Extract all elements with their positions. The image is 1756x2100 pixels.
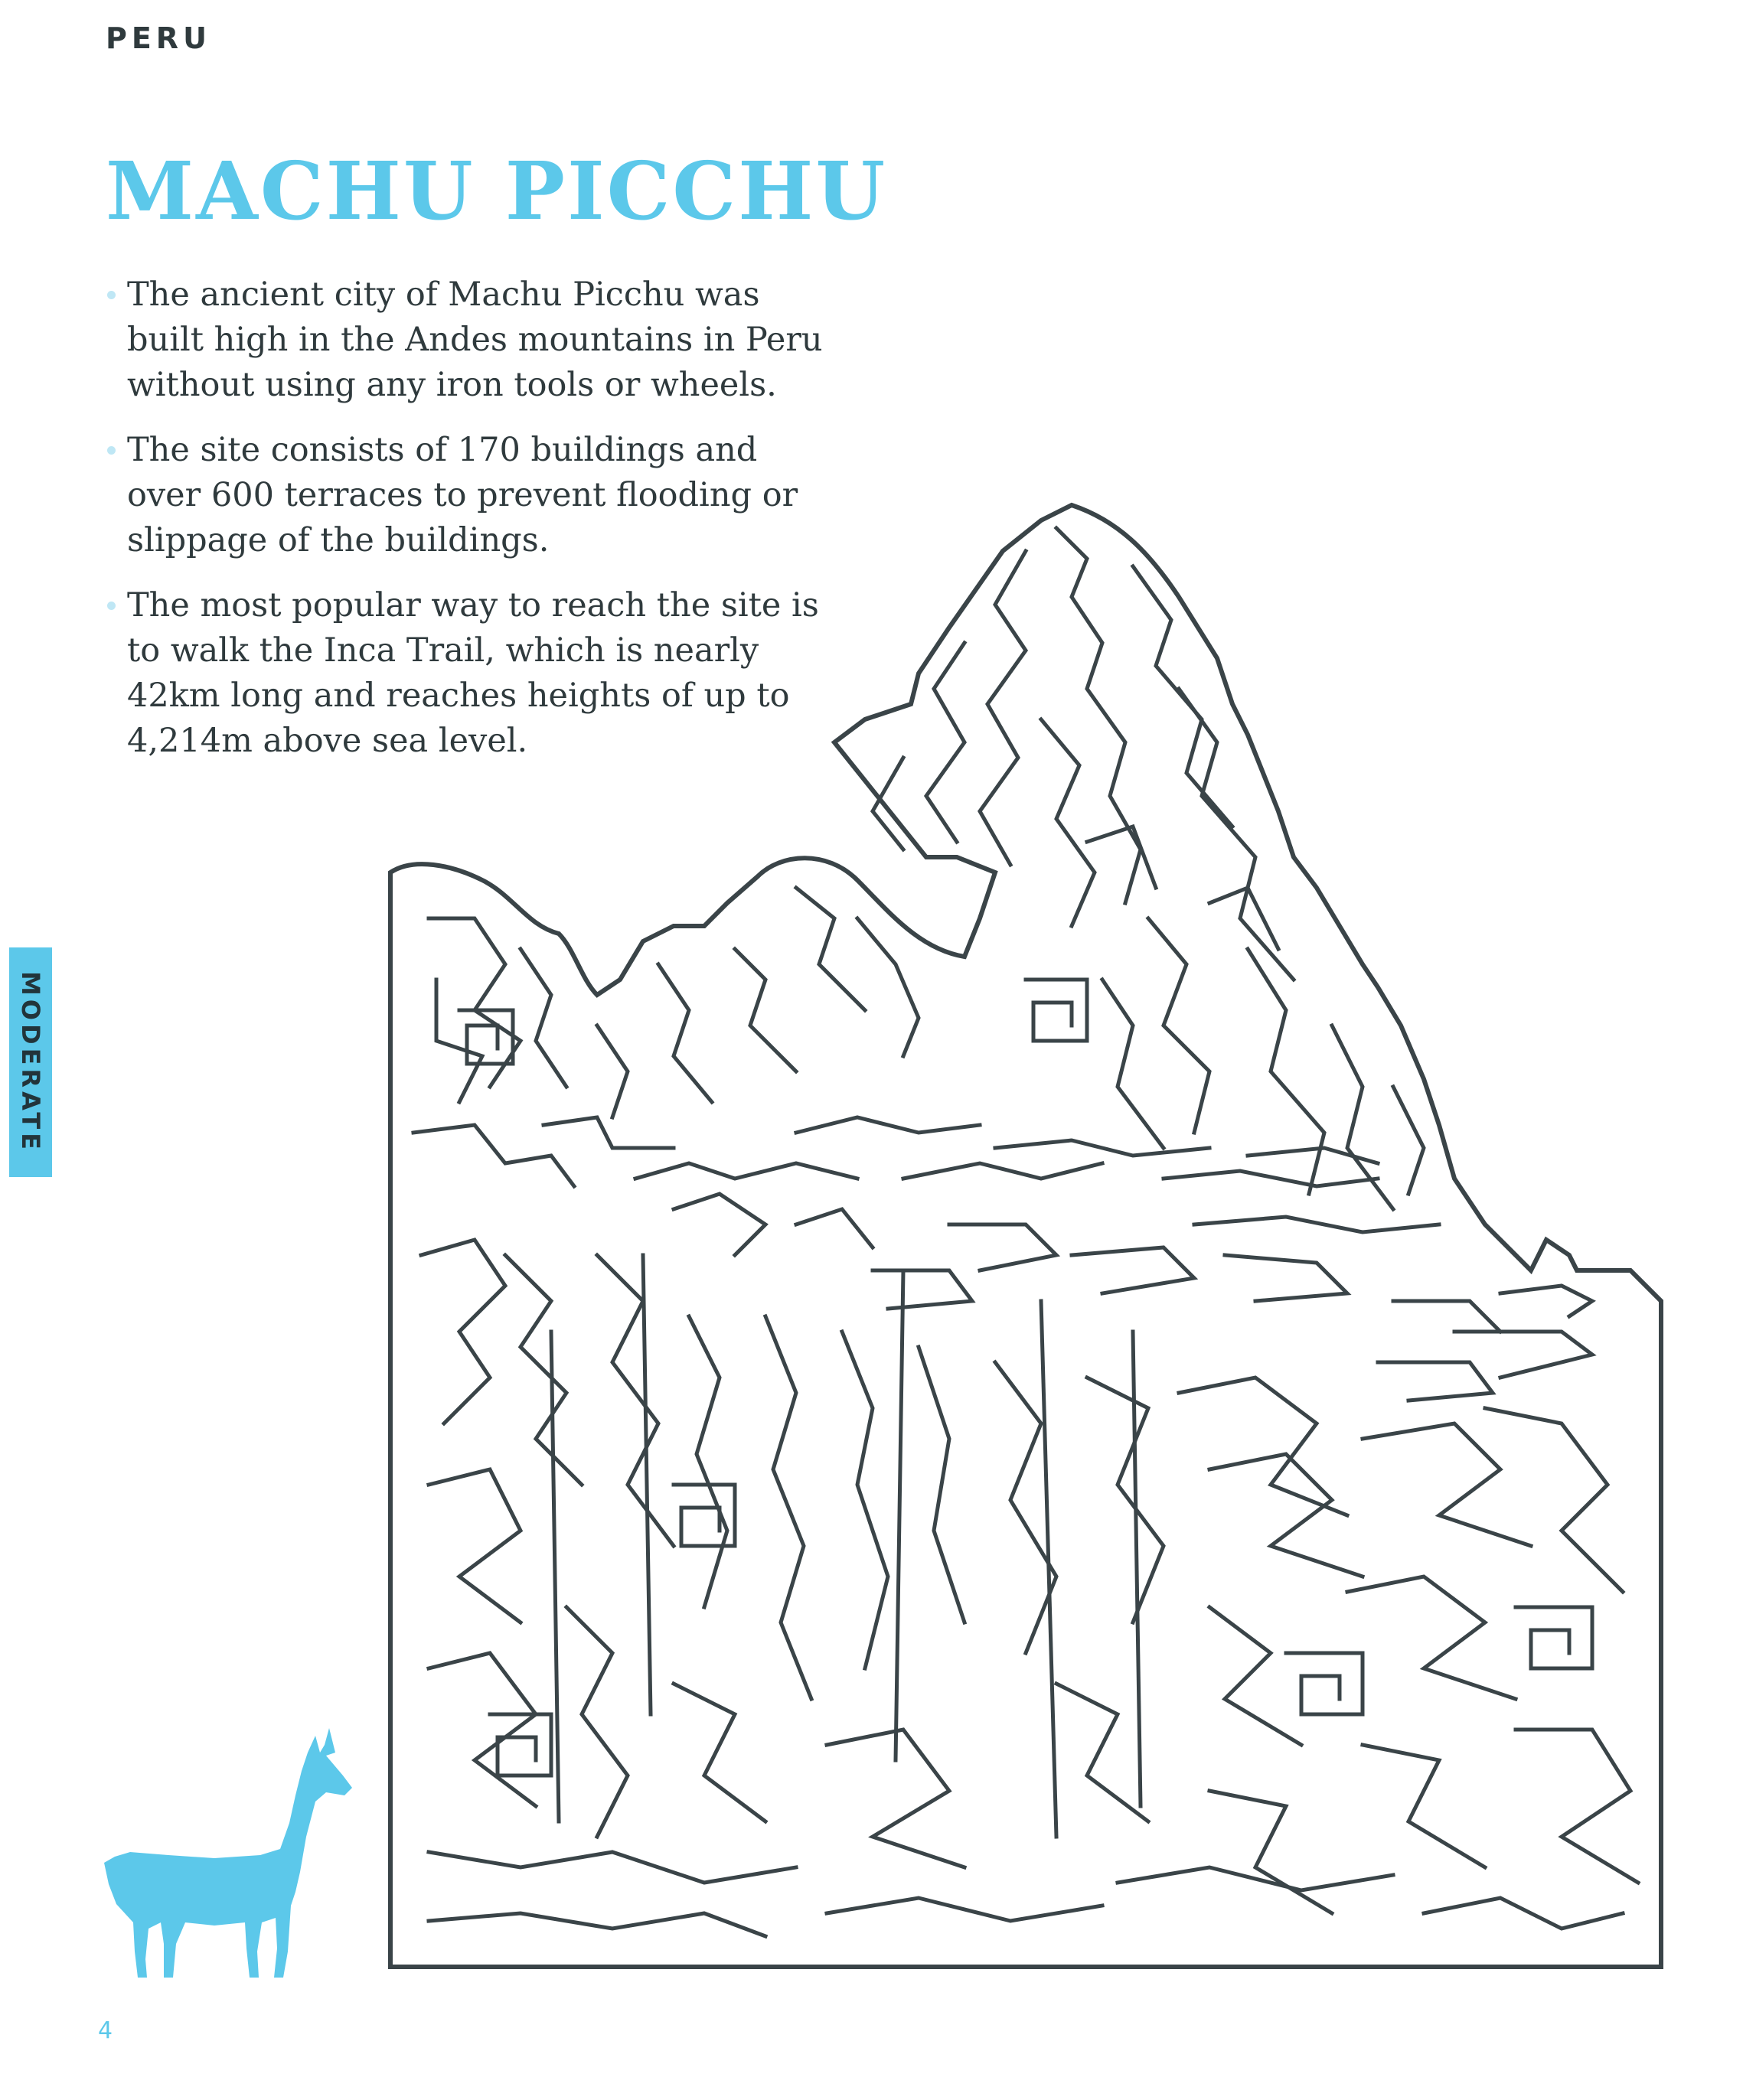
difficulty-tab — [9, 947, 52, 1177]
fact-text: The site consists of 170 buildings and over 600 terraces to prevent flooding or slippage of the buildings. — [127, 431, 798, 559]
spiral-motifs — [459, 980, 1592, 1776]
bullet-icon — [107, 602, 116, 610]
page-number: 4 — [98, 2017, 113, 2044]
ruin-terraces — [413, 1117, 1592, 1401]
bullet-icon — [107, 446, 116, 455]
lower-passages — [421, 1240, 1638, 1936]
bullet-icon — [107, 291, 116, 299]
maze-illustration — [367, 490, 1684, 1990]
fact-text: The most popular way to reach the site is to walk the Inca Trail, which is nearly 42km long and reaches heights of up to 4,214m above sea level. — [127, 586, 819, 760]
mountain-ridges — [873, 528, 1424, 1209]
section-header: PERU — [106, 21, 211, 55]
fact-text: The ancient city of Machu Picchu was built high in the Andes mountains in Peru without using any iron tools or wheels. — [127, 276, 823, 404]
llama-icon — [100, 1722, 360, 1982]
page-title: MACHU PICCHU — [106, 144, 888, 238]
fact-item — [106, 272, 840, 408]
difficulty-label: MODERATE — [16, 970, 45, 1154]
maze-outline — [390, 505, 1661, 1967]
hill-ridges — [429, 888, 919, 1117]
